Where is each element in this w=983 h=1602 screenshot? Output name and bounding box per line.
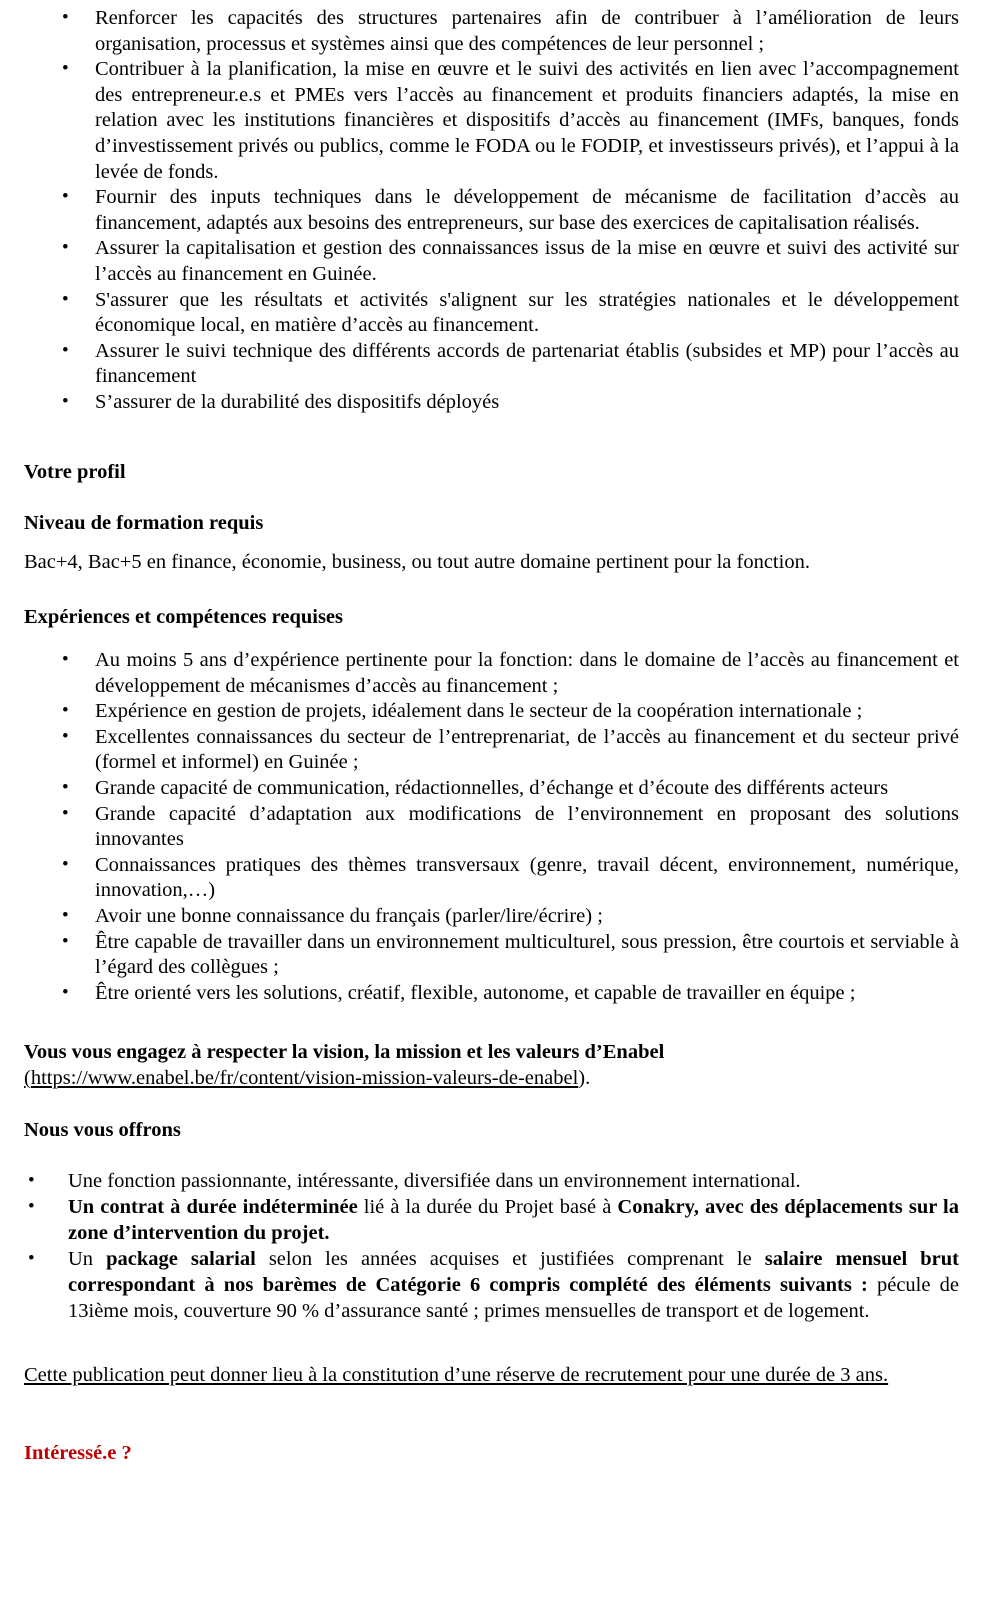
- list-item: [24, 1247, 959, 1324]
- spacer: [24, 536, 959, 550]
- offer-seg: selon les années acquises et justifiées comprenant le: [255, 1248, 765, 1271]
- offer-seg-bold: package salarial: [106, 1248, 256, 1271]
- list-item: [24, 725, 959, 776]
- list-item: [24, 930, 959, 981]
- spacer: [24, 630, 959, 648]
- commitment-statement: [24, 1040, 959, 1066]
- responsibility-text: • Assurer le suivi technique des différents accords de partenariat établis (subsides et MP) pour l’accès au financement: [95, 339, 959, 388]
- experience-text: • Au moins 5 ans d’expérience pertinente pour la fonction: dans le domaine de l’accès au financement et développement de mécanismes d’accès au financement ;: [95, 649, 959, 697]
- experience-text: • Être orienté vers les solutions, créatif, flexible, autonome, et capable de travailler en équipe ;: [95, 981, 856, 1004]
- experience-text: • Être capable de travailler dans un environnement multiculturel, sous pression, être courtois et serviable à l’égard des collègues ;: [95, 930, 959, 979]
- list-item: [24, 185, 959, 236]
- url-close-paren: ).: [578, 1067, 591, 1089]
- spacer: [24, 485, 959, 511]
- spacer: [24, 1092, 959, 1118]
- list-item: [24, 904, 959, 930]
- experience-text: • Connaissances pratiques des thèmes transversaux (genre, travail décent, environnement, numérique, innovation,…): [95, 853, 959, 902]
- list-item: [24, 390, 959, 416]
- responsibility-text: • Fournir des inputs techniques dans le développement de mécanisme de facilitation d’accès au financement, adaptés aux besoins des entrepreneurs, sur base des exercices de capitalisation réalisés.: [95, 186, 959, 234]
- offer-seg: lié à la durée du Projet basé à: [363, 1196, 618, 1219]
- offer-list: [24, 1169, 959, 1325]
- list-item: [24, 1195, 959, 1246]
- offer-seg: Une fonction passionnante, intéressante, diversifiée dans un environnement international.: [68, 1169, 801, 1192]
- section-heading-interested: Intéressé.e ?: [24, 1441, 132, 1464]
- responsibility-text: • S’assurer de la durabilité des dispositifs déployés: [95, 390, 500, 413]
- list-item: [24, 981, 959, 1007]
- list-item: [24, 1169, 959, 1195]
- section-heading-education: Niveau de formation requis: [24, 511, 264, 534]
- offer-seg-bold: Conakry, avec des déplacements sur la zone d’intervention du projet.: [68, 1196, 959, 1244]
- offer-item-1: [68, 1169, 959, 1195]
- responsibility-text: • Renforcer les capacités des structures partenaires afin de contribuer à l’amélioration de leurs organisation, processus et systèmes ainsi que des compétences de leur personnel ;: [95, 7, 959, 55]
- section-heading-experience: Expériences et compétences requises: [24, 606, 344, 629]
- list-item: [24, 776, 959, 802]
- responsibility-text: • Contribuer à la planification, la mise en œuvre et le suivi des activités en lien avec l’accompagnement des entrepreneur.e.s et PMEs vers l’accès au financement et produits financiers adaptés, la mise en relation avec les institutions financières et dispositifs d’accès au financement (IMFs, banques, fonds d’investissement privés ou publics, comme le FODA ou le FODIP, et investisseurs privés), et l’appui à la levée de fonds.: [95, 58, 959, 183]
- list-item: [24, 6, 959, 57]
- experience-text: • Excellentes connaissances du secteur de l’entreprenariat, de l’accès au financement et du secteur privé (formel et informel) en Guinée ;: [95, 725, 959, 774]
- experience-text: • Grande capacité d’adaptation aux modifications de l’environnement en proposant des solutions innovantes: [95, 802, 959, 851]
- section-heading-profile: Votre profil: [24, 460, 126, 483]
- list-item: [24, 648, 959, 699]
- experience-list: [24, 648, 959, 1006]
- reserve-notice: Cette publication peut donner lieu à la constitution d’une réserve de recrutement pour une durée de 3 ans.: [24, 1364, 889, 1387]
- url-open-paren: (: [24, 1067, 31, 1089]
- enabel-vision-link[interactable]: https://www.enabel.be/fr/content/vision-mission-valeurs-de-enabel: [30, 1067, 579, 1089]
- responsibilities-list: [24, 6, 959, 416]
- list-item: [24, 853, 959, 904]
- commitment-url-line: [24, 1066, 959, 1092]
- spacer: [24, 575, 959, 605]
- list-item: [24, 802, 959, 853]
- spacer: [24, 1389, 959, 1441]
- commitment-text: Vous vous engagez à respecter la vision, la mission et les valeurs d’Enabel: [24, 1041, 665, 1064]
- offer-seg-bold: salaire mensuel brut correspondant à nos barèmes de Catégorie 6 compris complété des éléments suivants :: [68, 1248, 959, 1296]
- offer-item-3: [68, 1247, 959, 1324]
- section-heading-offer: Nous vous offrons: [24, 1118, 181, 1141]
- document-content: [24, 6, 959, 1466]
- list-item: [24, 339, 959, 390]
- list-item: [24, 57, 959, 185]
- offer-seg-bold: Un contrat à durée indéterminée: [68, 1196, 364, 1219]
- offer-seg: Un: [68, 1248, 107, 1271]
- offer-item-2: [68, 1195, 959, 1246]
- responsibility-text: • Assurer la capitalisation et gestion des connaissances issus de la mise en œuvre et suivi des activité sur l’accès au financement en Guinée.: [95, 237, 959, 285]
- offer-seg: pécule de 13ième mois, couverture 90 % d’assurance santé ; primes mensuelles de transport et de logement.: [68, 1273, 959, 1322]
- spacer: [24, 416, 959, 460]
- list-item: [24, 699, 959, 725]
- spacer: [24, 1143, 959, 1169]
- responsibility-text: • S'assurer que les résultats et activités s'alignent sur les stratégies nationales et le développement économique local, en matière d’accès au financement.: [95, 288, 959, 337]
- list-item: [24, 288, 959, 339]
- experience-text: • Grande capacité de communication, rédactionnelles, d’échange et d’écoute des différents acteurs: [95, 777, 889, 800]
- list-item: [24, 236, 959, 287]
- spacer: [24, 1325, 959, 1363]
- education-text: Bac+4, Bac+5 en finance, économie, business, ou tout autre domaine pertinent pour la fonction.: [24, 550, 810, 573]
- experience-text: • Expérience en gestion de projets, idéalement dans le secteur de la coopération internationale ;: [95, 700, 863, 723]
- spacer: [24, 1006, 959, 1040]
- experience-text: • Avoir une bonne connaissance du français (parler/lire/écrire) ;: [95, 905, 603, 928]
